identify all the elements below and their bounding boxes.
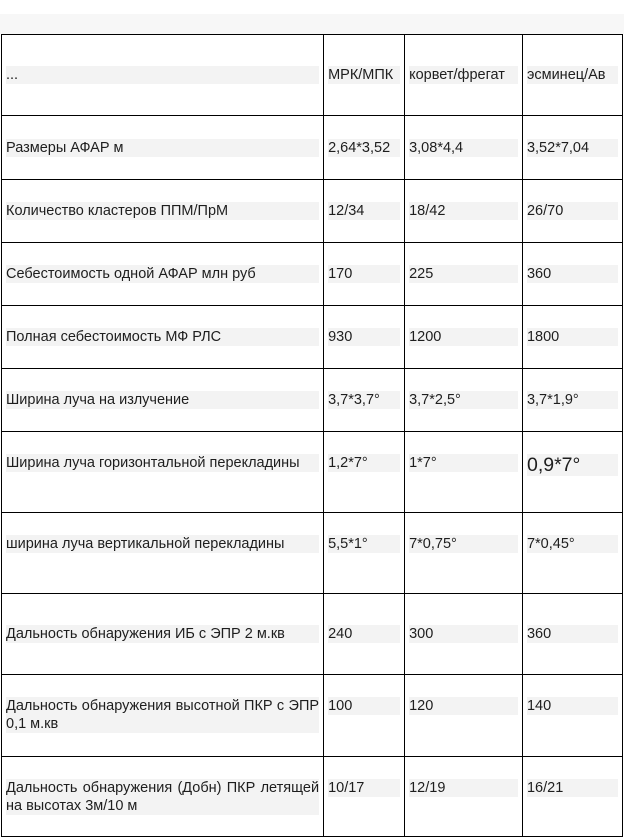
table-row: [2, 180, 623, 243]
cell-value: 300: [405, 594, 523, 675]
cell-value: 1800: [522, 306, 622, 369]
cell-value: 1,2*7°: [324, 432, 405, 513]
cell-value: 7*0,75°: [405, 513, 523, 594]
cell-value: 18/42: [405, 180, 523, 243]
cell-value: 10/17: [324, 757, 405, 837]
row-label: Дальность обнаружения высотной ПКР с ЭПР 0,1 м.кв: [2, 675, 324, 757]
header-cell-mrk: МРК/МПК: [324, 35, 405, 116]
cell-value: 16/21: [522, 757, 622, 837]
cell-value: 12/34: [324, 180, 405, 243]
table-row: [2, 243, 623, 306]
cell-value: 1*7°: [405, 432, 523, 513]
table-row: [2, 432, 623, 513]
radar-spec-table: [1, 34, 623, 837]
cell-value: 3,7*1,9°: [522, 369, 622, 432]
cell-value: 3,7*3,7°: [324, 369, 405, 432]
table-row: [2, 675, 623, 757]
cell-value: 12/19: [405, 757, 523, 837]
cell-value: 360: [522, 243, 622, 306]
row-label: Размеры АФАР м: [2, 116, 324, 180]
row-label: ширина луча вертикальной перекладины: [2, 513, 324, 594]
table-row: [2, 306, 623, 369]
table-row: [2, 116, 623, 180]
table-row: [2, 757, 623, 837]
cell-value: 1200: [405, 306, 523, 369]
row-label: Количество кластеров ППМ/ПрМ: [2, 180, 324, 243]
cell-value: 100: [324, 675, 405, 757]
table-row: [2, 369, 623, 432]
row-label: Дальность обнаружения ИБ с ЭПР 2 м.кв: [2, 594, 324, 675]
cell-value: 5,5*1°: [324, 513, 405, 594]
cell-value: 140: [522, 675, 622, 757]
header-cell-corvette: корвет/фрегат: [405, 35, 523, 116]
row-label: Ширина луча горизонтальной перекладины: [2, 432, 324, 513]
table-row: [2, 594, 623, 675]
cell-value: 26/70: [522, 180, 622, 243]
row-label: Себестоимость одной АФАР млн руб: [2, 243, 324, 306]
cell-value: 3,52*7,04: [522, 116, 622, 180]
header-cell-parameter: ...: [2, 35, 324, 116]
cell-value: 7*0,45°: [522, 513, 622, 594]
table-row: [2, 513, 623, 594]
top-strip: [0, 14, 624, 34]
row-label: Полная себестоимость МФ РЛС: [2, 306, 324, 369]
cell-value: 3,7*2,5°: [405, 369, 523, 432]
cell-value: 0,9*7°: [522, 432, 622, 513]
cell-value: 225: [405, 243, 523, 306]
cell-value: 240: [324, 594, 405, 675]
row-label: Ширина луча на излучение: [2, 369, 324, 432]
top-margin: [0, 0, 624, 14]
cell-value: 930: [324, 306, 405, 369]
cell-value: 3,08*4,4: [405, 116, 523, 180]
table-header-row: [2, 35, 623, 116]
header-cell-destroyer: эсминец/Ав: [522, 35, 622, 116]
cell-value: 120: [405, 675, 523, 757]
row-label: Дальность обнаружения (Добн) ПКР летящей на высотах 3м/10 м: [2, 757, 324, 837]
cell-value: 2,64*3,52: [324, 116, 405, 180]
cell-value: 170: [324, 243, 405, 306]
cell-value: 360: [522, 594, 622, 675]
